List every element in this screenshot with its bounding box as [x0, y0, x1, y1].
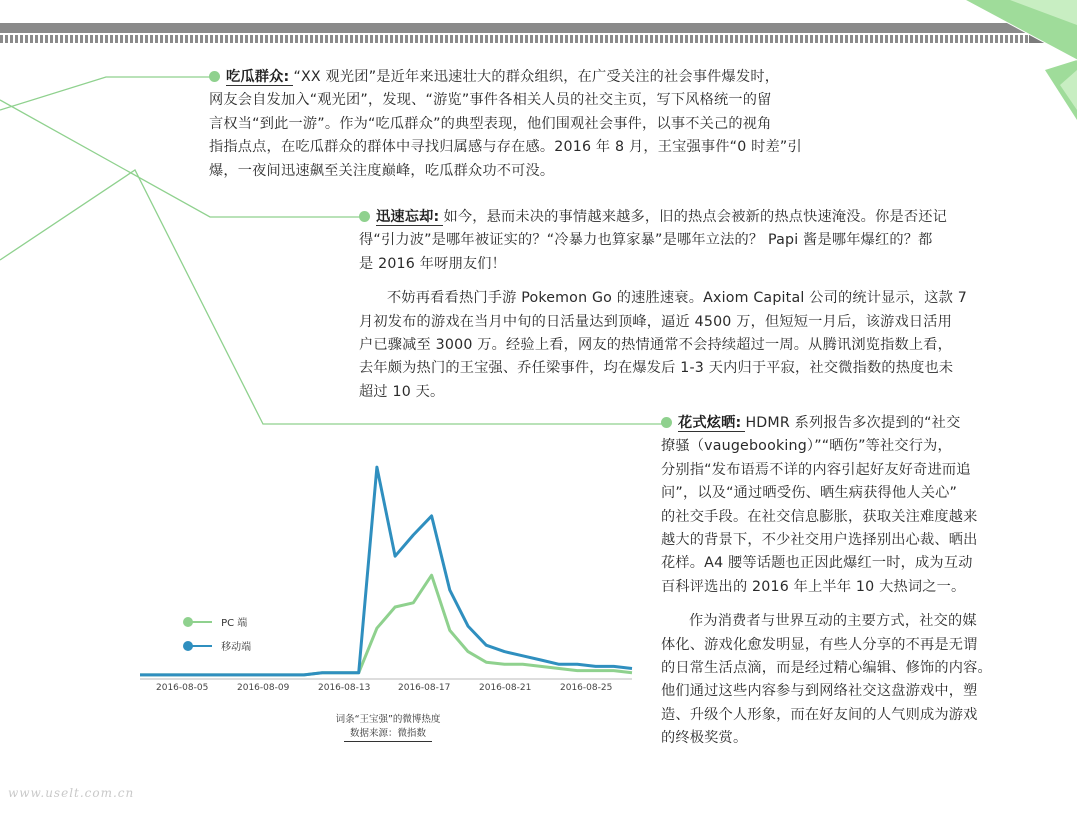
watermark: www.uselt.com.cn [8, 786, 135, 800]
text-line: 言权当“到此一游”。作为“吃瓜群众”的典型表现，他们围观社会事件，以事不关己的视角 [209, 115, 772, 132]
text-line: 造、升级个人形象，而在好友间的人气则成为游戏 [661, 706, 978, 723]
text-line: HDMR 系列报告多次提到的“社交 [745, 415, 961, 431]
text-line: 的日常生活点滴，而是经过精心编辑、修饰的内容。 [661, 660, 992, 677]
text-line: 超过 10 天。 [359, 383, 445, 400]
caption-title: 词条“王宝强”的微博热度 [335, 714, 441, 725]
legend-swatch-icon [182, 616, 216, 628]
x-tick-label: 2016-08-05 [156, 683, 209, 693]
x-tick-label: 2016-08-21 [479, 683, 532, 693]
text-line: 的终极奖赏。 [661, 730, 748, 747]
bullet-dot-icon [661, 417, 672, 428]
x-tick-label: 2016-08-09 [237, 683, 290, 693]
section-heading: 迅速忘却: [376, 209, 443, 226]
text-line: 作为消费者与世界互动的主要方式，社交的媒 [689, 613, 977, 630]
text-line: 他们通过这些内容参与到网络社交这盘游戏中，塑 [661, 683, 978, 700]
text-line: 不妨再看看热门手游 Pokemon Go 的速胜速衰。Axiom Capital 公司的统计显示，这款 7 [387, 290, 967, 307]
text-line: 是 2016 年呀朋友们！ [359, 255, 507, 272]
text-line: 爆，一夜间迅速飙至关注度巅峰，吃瓜群众功不可没。 [209, 162, 555, 179]
text-line: 去年颇为热门的王宝强、乔任梁事件，均在爆发后 1-3 天内归于平寂，社交微指数的热度也未 [359, 360, 954, 377]
x-tick-label: 2016-08-13 [318, 683, 371, 693]
text-line: “XX 观光团”是近年来迅速壮大的群众组织，在广受关注的社会事件爆发时， [293, 69, 780, 85]
text-line: 撩骚（vaugebooking）”“晒伤”等社交行为， [661, 438, 952, 455]
section-chigua [209, 66, 869, 183]
text-line: 月初发布的游戏在当月中旬的日活量达到顶峰，逼近 4500 万，但短短一月后，该游戏日活用 [359, 313, 953, 330]
x-axis-ticks [138, 683, 638, 697]
chart-caption [298, 713, 478, 742]
legend-swatch-icon [182, 640, 216, 652]
section-heading: 花式炫晒: [678, 415, 745, 432]
x-tick-label: 2016-08-17 [398, 683, 451, 693]
text-line: 网友会自发加入“观光团”，发现、“游览”事件各相关人员的社交主页，写下风格统一的留 [209, 92, 772, 109]
legend-label: 移动端 [221, 642, 252, 653]
text-line: 指指点点，在吃瓜群众的群体中寻找归属感与存在感。2016 年 8 月，王宝强事件“0 时差”引 [209, 139, 802, 156]
bullet-dot-icon [209, 71, 220, 82]
legend-label: PC 端 [221, 618, 248, 629]
text-line: 百科评选出的 2016 年上半年 10 大热词之一。 [661, 578, 966, 595]
text-line: 体化、游戏化愈发明显，有些人分享的不再是无谓 [661, 636, 978, 653]
legend-item-pc [182, 611, 251, 631]
section-xunsu [359, 206, 1019, 404]
text-line: 越大的背景下，不少社交用户选择别出心裁、晒出 [661, 532, 978, 549]
section-heading: 吃瓜群众: [226, 69, 293, 86]
text-line: 花样。A4 腰等话题也正因此爆红一时，成为互动 [661, 555, 973, 572]
text-line: 的社交手段。在社交信息膨胀，获取关注难度越来 [661, 508, 978, 525]
line-chart [138, 455, 638, 695]
x-tick-label: 2016-08-25 [560, 683, 613, 693]
caption-source: 数据来源：微指数 [344, 727, 432, 742]
text-line: 得“引力波”是哪年被证实的？“冷暴力也算家暴”是哪年立法的？ Papi 酱是哪年爆红的？都 [359, 232, 933, 249]
text-line: 分别指“发布语焉不详的内容引起好友好奇进而追 [661, 461, 971, 478]
legend [182, 611, 251, 655]
bullet-dot-icon [359, 211, 370, 222]
text-line: 户已骤减至 3000 万。经验上看，网友的热情通常不会持续超过一周。从腾讯浏览指数上看， [359, 337, 953, 354]
text-line: 问”，以及“通过晒受伤、晒生病获得他人关心” [661, 485, 958, 502]
corner-decoration [950, 0, 1077, 120]
chart-container [138, 455, 638, 755]
text-line: 如今，悬而未决的事情越来越多，旧的热点会被新的热点快速淹没。你是否还记 [443, 209, 948, 225]
section-huashi [661, 412, 1071, 751]
legend-item-mobile [182, 635, 251, 655]
